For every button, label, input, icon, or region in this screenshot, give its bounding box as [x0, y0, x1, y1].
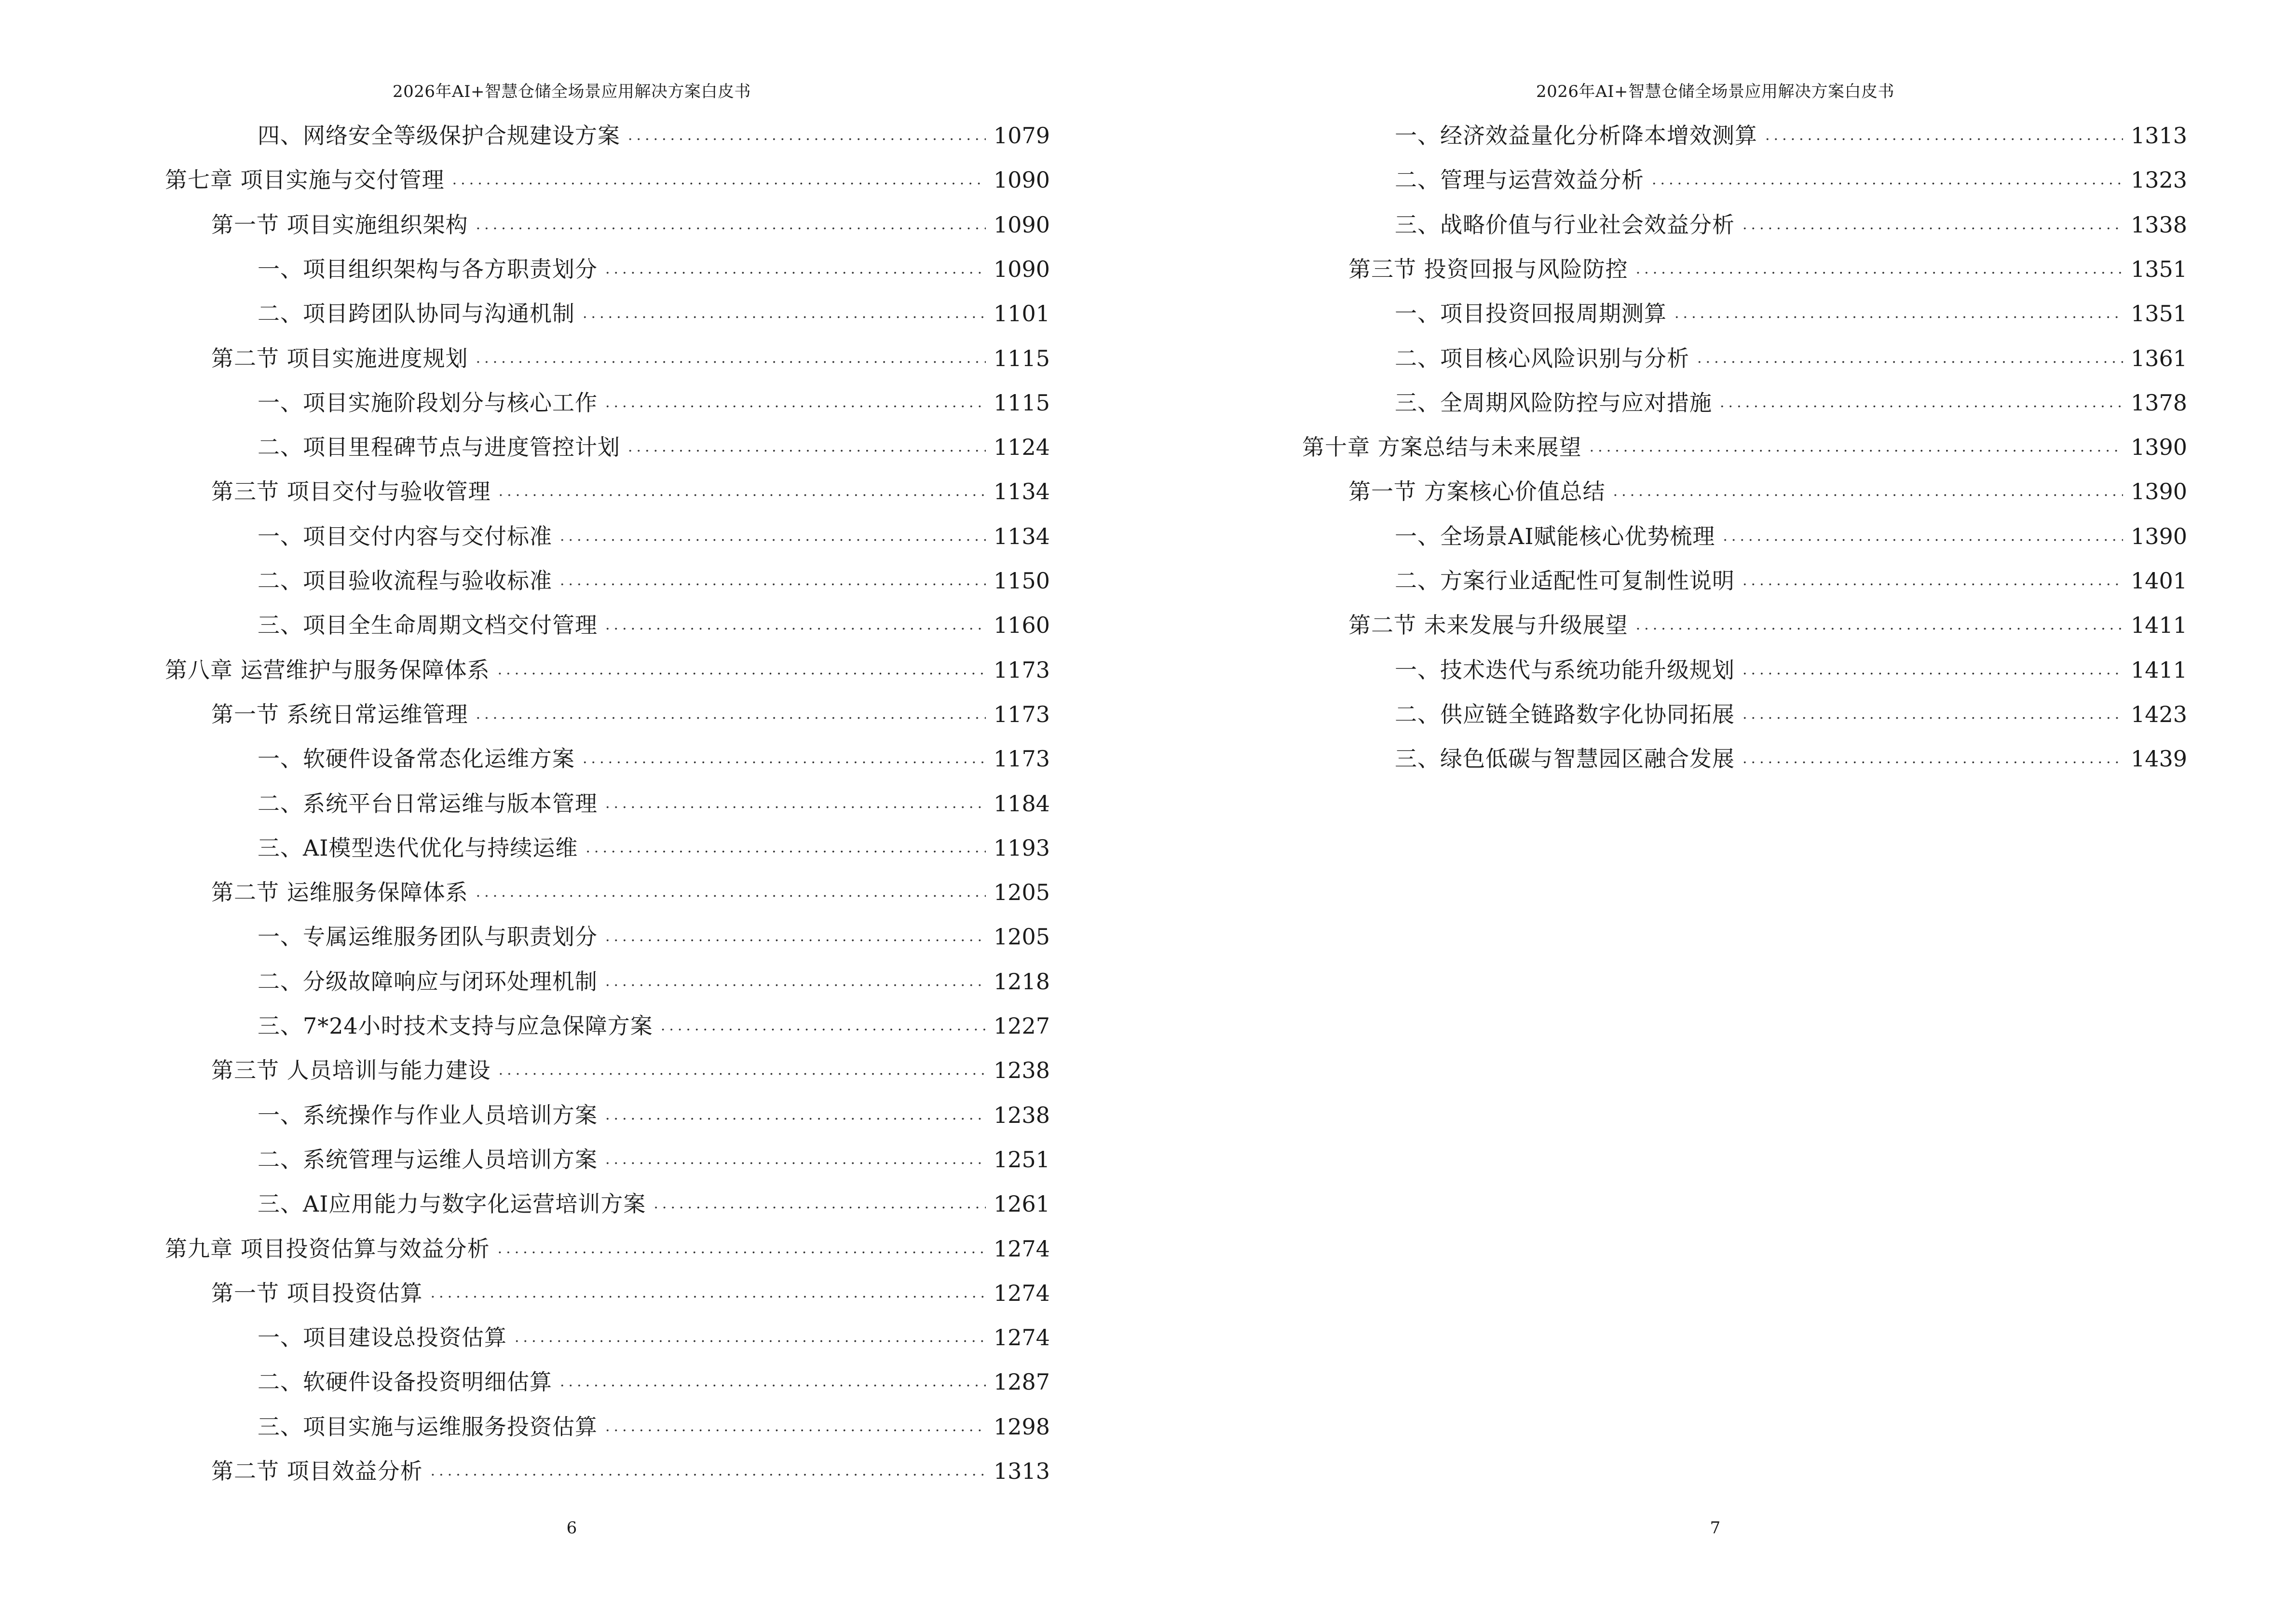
toc-entry-title: 第三节 项目交付与验收管理: [211, 478, 491, 505]
toc-dot-leader: [661, 1011, 986, 1041]
toc-entry-title: 二、管理与运营效益分析: [1395, 167, 1644, 193]
toc-entry-page: 1390: [2131, 434, 2188, 461]
toc-entry-page: 1134: [994, 478, 1050, 505]
toc-entry-title: 二、系统平台日常运维与版本管理: [258, 790, 598, 817]
toc-entry-page: 1298: [994, 1413, 1050, 1440]
toc-entry-title: 一、系统操作与作业人员培训方案: [258, 1102, 598, 1128]
toc-entry-page: 1411: [2131, 656, 2188, 683]
toc-entry-page: 1401: [2131, 568, 2188, 594]
toc-dot-leader: [605, 922, 986, 952]
toc-entry-title: 四、网络安全等级保护合规建设方案: [258, 123, 620, 149]
toc-dot-leader: [1742, 210, 2123, 240]
toc-entry-title: 二、分级故障响应与闭环处理机制: [258, 968, 598, 995]
toc-entry-section[interactable]: [165, 343, 1048, 373]
toc-entry-title: 二、项目验收流程与验收标准: [258, 568, 552, 594]
toc-entry-title: 二、项目里程碑节点与进度管控计划: [258, 434, 620, 461]
toc-entry-title: 一、专属运维服务团队与职责划分: [258, 924, 598, 950]
toc-dot-leader: [605, 388, 986, 418]
toc-entry-page: 1390: [2131, 523, 2188, 549]
toc-entry-title: 第一节 项目投资估算: [211, 1280, 423, 1306]
toc-dot-leader: [1723, 521, 2123, 551]
toc-entry-title: 一、项目实施阶段划分与核心工作: [258, 389, 598, 416]
page-number: 6: [566, 1518, 577, 1538]
toc-entry-title: 第三节 投资回报与风险防控: [1348, 256, 1628, 282]
toc-entry-title: 第二节 项目效益分析: [211, 1458, 423, 1484]
toc-entry-item[interactable]: [165, 388, 1048, 418]
toc-entry-page: 1351: [2131, 256, 2188, 282]
toc-entry-page: 1338: [2131, 211, 2188, 238]
toc-entry-title: 二、软硬件设备投资明细估算: [258, 1369, 552, 1395]
toc-entry-section[interactable]: [1302, 254, 2188, 284]
toc-entry-title: 第九章 项目投资估算与效益分析: [165, 1235, 490, 1262]
toc-entry-title: 三、7*24小时技术支持与应急保障方案: [258, 1013, 653, 1039]
toc-dot-leader: [560, 1367, 986, 1397]
toc-entry-item[interactable]: [165, 254, 1048, 284]
toc-entry-page: 1274: [994, 1235, 1050, 1262]
toc-dot-leader: [431, 1456, 986, 1486]
toc-entry-title: 第三节 人员培训与能力建设: [211, 1057, 491, 1084]
toc-entry-item[interactable]: [165, 566, 1048, 596]
toc-entry-section[interactable]: [1302, 610, 2188, 640]
toc-entry-title: 一、项目投资回报周期测算: [1395, 300, 1667, 327]
toc-entry-page: 1351: [2131, 300, 2188, 327]
toc-entry-page: 1238: [994, 1057, 1050, 1084]
toc-entry-item[interactable]: [1302, 655, 2188, 685]
toc-entry-page: 1115: [994, 389, 1050, 416]
toc-entry-title: 一、项目建设总投资估算: [258, 1324, 507, 1351]
page-right: [1144, 0, 2287, 1624]
toc-entry-page: 1173: [994, 701, 1050, 727]
toc-entry-title: 第二节 未来发展与升级展望: [1348, 612, 1628, 639]
toc-entry-title: 一、经济效益量化分析降本增效测算: [1395, 123, 1757, 149]
toc-entry-item[interactable]: [165, 1367, 1048, 1397]
toc-entry-title: 一、项目组织架构与各方职责划分: [258, 256, 598, 282]
toc-entry-title: 三、AI模型迭代优化与持续运维: [258, 834, 578, 861]
toc-entry-section[interactable]: [165, 1278, 1048, 1308]
toc-entry-item[interactable]: [1302, 388, 2188, 418]
toc-entry-page: 1090: [994, 256, 1050, 282]
toc-dot-leader: [605, 610, 986, 640]
toc-dot-leader: [476, 699, 986, 729]
toc-entry-title: 二、项目跨团队协同与沟通机制: [258, 300, 575, 327]
toc-dot-leader: [1742, 655, 2123, 685]
toc-entry-page: 1079: [994, 123, 1050, 149]
toc-entry-title: 三、绿色低碳与智慧园区融合发展: [1395, 746, 1735, 772]
toc-entry-item[interactable]: [165, 967, 1048, 996]
toc-entry-page: 1313: [994, 1458, 1050, 1484]
toc-entry-chapter[interactable]: [165, 1234, 1048, 1264]
toc-entry-title: 一、软硬件设备常态化运维方案: [258, 746, 575, 772]
toc-dot-leader: [605, 1100, 986, 1130]
toc-entry-item[interactable]: [165, 833, 1048, 863]
toc-entry-page: 1090: [994, 211, 1050, 238]
toc-dot-leader: [452, 165, 986, 195]
toc-entry-section[interactable]: [1302, 477, 2188, 506]
toc-entry-title: 二、项目核心风险识别与分析: [1395, 345, 1689, 371]
toc-entry-page: 1361: [2131, 345, 2188, 371]
toc-dot-leader: [560, 521, 986, 551]
toc-entry-item[interactable]: [165, 1412, 1048, 1442]
toc-entry-page: 1173: [994, 746, 1050, 772]
toc-entry-title: 第八章 运营维护与服务保障体系: [165, 656, 490, 683]
toc-entry-item[interactable]: [1302, 299, 2188, 328]
toc-dot-leader: [605, 1412, 986, 1442]
running-header: 2026年AI+智慧仓储全场景应用解决方案白皮书: [393, 82, 751, 101]
toc-entry-section[interactable]: [165, 699, 1048, 729]
toc-entry-title: 第一节 方案核心价值总结: [1348, 478, 1606, 505]
toc-dot-leader: [1674, 299, 2123, 328]
toc-entry-item[interactable]: [165, 744, 1048, 774]
toc-entry-item[interactable]: [165, 610, 1048, 640]
toc-entry-page: 1193: [994, 834, 1050, 861]
toc-dot-leader: [431, 1278, 986, 1308]
toc-entry-item[interactable]: [1302, 121, 2188, 150]
toc-entry-item[interactable]: [165, 521, 1048, 551]
toc-entry-page: 1124: [994, 434, 1050, 461]
toc-dot-leader: [476, 343, 986, 373]
toc-dot-leader: [628, 432, 986, 462]
toc-entry-title: 第一节 项目实施组织架构: [211, 211, 468, 238]
toc-dot-leader: [605, 254, 986, 284]
toc-entry-page: 1205: [994, 879, 1050, 906]
toc-entry-title: 三、项目实施与运维服务投资估算: [258, 1413, 598, 1440]
toc-entry-page: 1173: [994, 656, 1050, 683]
page-number: 7: [1710, 1518, 1721, 1538]
toc-dot-leader: [498, 655, 986, 685]
toc-entry-section[interactable]: [165, 477, 1048, 506]
toc-entry-item[interactable]: [165, 922, 1048, 952]
toc-entry-section[interactable]: [165, 1456, 1048, 1486]
toc-entry-title: 第一节 系统日常运维管理: [211, 701, 468, 727]
toc-entry-item[interactable]: [165, 1323, 1048, 1352]
toc-entry-section[interactable]: [165, 210, 1048, 240]
toc-entry-page: 1227: [994, 1013, 1050, 1039]
toc-entry-chapter[interactable]: [1302, 432, 2188, 462]
toc-entry-title: 一、项目交付内容与交付标准: [258, 523, 552, 549]
toc-entry-item[interactable]: [165, 1145, 1048, 1174]
toc-dot-leader: [628, 121, 986, 150]
toc-entry-item[interactable]: [1302, 521, 2188, 551]
toc-entry-title: 第七章 项目实施与交付管理: [165, 167, 445, 193]
toc-dot-leader: [498, 1234, 986, 1264]
toc-dot-leader: [1742, 699, 2123, 729]
toc-entry-title: 第二节 运维服务保障体系: [211, 879, 468, 906]
toc-entry-page: 1378: [2131, 389, 2188, 416]
toc-dot-leader: [583, 299, 986, 328]
toc-dot-leader: [476, 877, 986, 907]
toc-entry-section[interactable]: [165, 877, 1048, 907]
toc-entry-page: 1150: [994, 568, 1050, 594]
toc-entry-title: 第二节 项目实施进度规划: [211, 345, 468, 371]
toc-entry-title: 二、供应链全链路数字化协同拓展: [1395, 701, 1735, 727]
toc-entry-title: 三、战略价值与行业社会效益分析: [1395, 211, 1735, 238]
toc-entry-section[interactable]: [165, 1055, 1048, 1085]
toc-entry-title: 一、全场景AI赋能核心优势梳理: [1395, 523, 1715, 549]
toc-dot-leader: [1742, 744, 2123, 774]
toc-entry-item[interactable]: [165, 121, 1048, 150]
toc-dot-leader: [560, 566, 986, 596]
toc-dot-leader: [583, 744, 986, 774]
toc-dot-leader: [476, 210, 986, 240]
toc-entry-page: 1090: [994, 167, 1050, 193]
toc-entry-title: 三、AI应用能力与数字化运营培训方案: [258, 1191, 646, 1217]
toc-dot-leader: [653, 1189, 986, 1219]
toc-entry-item[interactable]: [1302, 343, 2188, 373]
toc-entry-item[interactable]: [1302, 210, 2188, 240]
toc-entry-item[interactable]: [165, 1100, 1048, 1130]
toc-entry-page: 1274: [994, 1324, 1050, 1351]
toc-entry-page: 1251: [994, 1146, 1050, 1173]
toc-entry-title: 第十章 方案总结与未来展望: [1302, 434, 1582, 461]
toc-dot-leader: [1590, 432, 2123, 462]
toc-entry-chapter[interactable]: [165, 655, 1048, 685]
toc-entry-item[interactable]: [1302, 699, 2188, 729]
toc-entry-page: 1205: [994, 924, 1050, 950]
toc-entry-item[interactable]: [165, 1011, 1048, 1041]
toc-entry-page: 1115: [994, 345, 1050, 371]
toc-entry-page: 1287: [994, 1369, 1050, 1395]
toc-entry-title: 二、方案行业适配性可复制性说明: [1395, 568, 1735, 594]
toc-entry-page: 1134: [994, 523, 1050, 549]
toc-dot-leader: [1742, 566, 2123, 596]
toc-entry-chapter[interactable]: [165, 165, 1048, 195]
toc-dot-leader: [585, 833, 986, 863]
toc-entry-page: 1218: [994, 968, 1050, 995]
toc-entry-page: 1390: [2131, 478, 2188, 505]
toc-entry-title: 三、全周期风险防控与应对措施: [1395, 389, 1712, 416]
toc-dot-leader: [1765, 121, 2123, 150]
toc-dot-leader: [1636, 610, 2123, 640]
toc-dot-leader: [1697, 343, 2123, 373]
toc-entry-page: 1238: [994, 1102, 1050, 1128]
toc-dot-leader: [605, 1145, 986, 1174]
toc-dot-leader: [605, 789, 986, 819]
toc-entry-item[interactable]: [165, 1189, 1048, 1219]
toc-entry-title: 三、项目全生命周期文档交付管理: [258, 612, 598, 639]
toc-dot-leader: [1613, 477, 2123, 506]
toc-entry-title: 二、系统管理与运维人员培训方案: [258, 1146, 598, 1173]
toc-dot-leader: [1636, 254, 2123, 284]
toc-dot-leader: [499, 1055, 986, 1085]
toc-entry-item[interactable]: [1302, 165, 2188, 195]
toc-dot-leader: [499, 477, 986, 506]
toc-entry-page: 1160: [994, 612, 1050, 639]
toc-entry-page: 1439: [2131, 746, 2188, 772]
toc-entry-page: 1423: [2131, 701, 2188, 727]
toc-dot-leader: [1652, 165, 2123, 195]
toc-entry-item[interactable]: [1302, 744, 2188, 774]
toc-entry-title: 一、技术迭代与系统功能升级规划: [1395, 656, 1735, 683]
toc-entry-page: 1313: [2131, 123, 2188, 149]
toc-entry-item[interactable]: [165, 432, 1048, 462]
toc-entry-page: 1274: [994, 1280, 1050, 1306]
toc-entry-item[interactable]: [165, 789, 1048, 819]
toc-entry-page: 1261: [994, 1191, 1050, 1217]
toc-entry-page: 1184: [994, 790, 1050, 817]
toc-dot-leader: [1720, 388, 2123, 418]
toc-dot-leader: [605, 967, 986, 996]
toc-entry-page: 1101: [994, 300, 1050, 327]
running-header: 2026年AI+智慧仓储全场景应用解决方案白皮书: [1536, 82, 1894, 101]
toc-entry-page: 1411: [2131, 612, 2188, 639]
toc-dot-leader: [515, 1323, 986, 1352]
toc-entry-item[interactable]: [1302, 566, 2188, 596]
toc-entry-item[interactable]: [165, 299, 1048, 328]
toc-entry-page: 1323: [2131, 167, 2188, 193]
